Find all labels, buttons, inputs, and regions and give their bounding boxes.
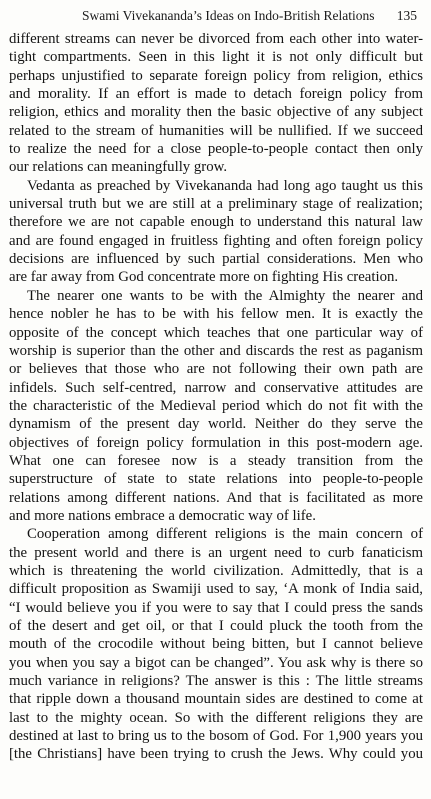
text-line: and morality. If an effort is made to detach foreign policy from — [9, 86, 423, 103]
text-line: our relations can meaningfully grow. — [9, 159, 228, 176]
text-line: mouth of the crocodile without being bitten, but I cannot believe — [9, 636, 423, 653]
text-line: Vedanta as preached by Vivekananda had long ago taught us this — [27, 177, 423, 194]
text-line: related to the stream of humanities will be nullified. If we succeed — [9, 122, 423, 139]
text-line: the present world and there is an urgent need to curb fanaticism — [9, 544, 423, 561]
text-line: that ripple down a thousand mountain sides are destined to come at — [9, 691, 423, 708]
text-line: and more nations embrace a democratic way of life. — [9, 507, 316, 524]
text-line: different streams can never be divorced from each other into water- — [9, 31, 423, 47]
page-number: 135 — [396, 8, 417, 23]
text-line: The nearer one wants to be with the Almighty the nearer and — [27, 287, 423, 304]
text-line: What one can foresee now is a steady transition from the — [9, 452, 423, 469]
text-line: “I would believe you if you were to say that I could press the sands — [9, 599, 423, 616]
text-line: religion, ethics and morality then the basic objective of any subject — [9, 104, 423, 121]
text-line: and are found engaged in fruitless fighting and often foreign policy — [9, 232, 423, 249]
text-line: the characteristic of the Medieval period which do not fit with the — [9, 397, 423, 414]
text-line: or believes that those who are not following their own path are — [9, 361, 423, 378]
body-text — [9, 30, 423, 764]
text-line: destined at last to bring us to the bosom of God. For 1,900 years you — [9, 728, 423, 745]
text-line: difficult proposition as Swamiji used to say, ‘A monk of India said, — [9, 581, 423, 598]
text-line: dynamism of the present day world. Neither do they serve the — [9, 416, 423, 433]
text-line: perhaps unjustified to separate foreign policy from religion, ethics — [9, 67, 423, 84]
running-head-title: Swami Vivekananda’s Ideas on Indo-British Relations — [82, 8, 375, 23]
text-line: decisions are influenced by such partial considerations. Men who — [9, 251, 423, 268]
paragraph — [9, 525, 423, 763]
text-line: worship is superior than the other and discards the rest as paganism — [9, 342, 423, 359]
text-line: universal truth but we are still at a preliminary stage of realization; — [9, 196, 423, 213]
text-line: last to the mighty ocean. So with the different religions they are — [9, 709, 423, 726]
text-line: much variance in religions? The answer is this : The little streams — [9, 673, 423, 690]
text-line: objectives of foreign policy formulation in this post-modern age. — [9, 434, 423, 451]
paragraph — [9, 287, 423, 525]
text-line: of the desert and get oil, or that I could pluck the tooth from the — [9, 618, 423, 634]
text-line: which is threatening the world civilization. Admittedly, that is a — [9, 562, 423, 579]
text-line: superstructure of state to state relations into people-to-people — [9, 471, 423, 488]
running-head — [0, 6, 431, 26]
text-line: to realize the need for a close people-to-people contact then only — [9, 141, 423, 158]
text-line: hence nobler he has to be with his fellow men. It is exactly the — [9, 306, 423, 323]
paragraph — [9, 30, 423, 177]
text-line: opposite of the concept which teaches that one particular way of — [9, 324, 423, 341]
text-line: tight compartments. Seen in this light it is not only difficult but — [9, 49, 423, 66]
text-line: [the Christians] have been trying to crush the Jews. Why could you — [9, 746, 423, 763]
text-line: therefore we are not capable enough to understand this natural law — [9, 214, 423, 231]
paragraph — [9, 177, 423, 287]
text-line: are far away from God concentrate more on fighting His creation. — [9, 269, 399, 286]
text-line: relations among different nations. And that is facilitated as more — [9, 489, 423, 506]
text-line: Cooperation among different religions is the main concern of — [27, 526, 423, 543]
text-line: you when you say a bigot can be changed”. You ask why is there so — [9, 654, 423, 671]
text-line: infidels. Such self-centred, narrow and conservative attitudes are — [9, 379, 423, 396]
